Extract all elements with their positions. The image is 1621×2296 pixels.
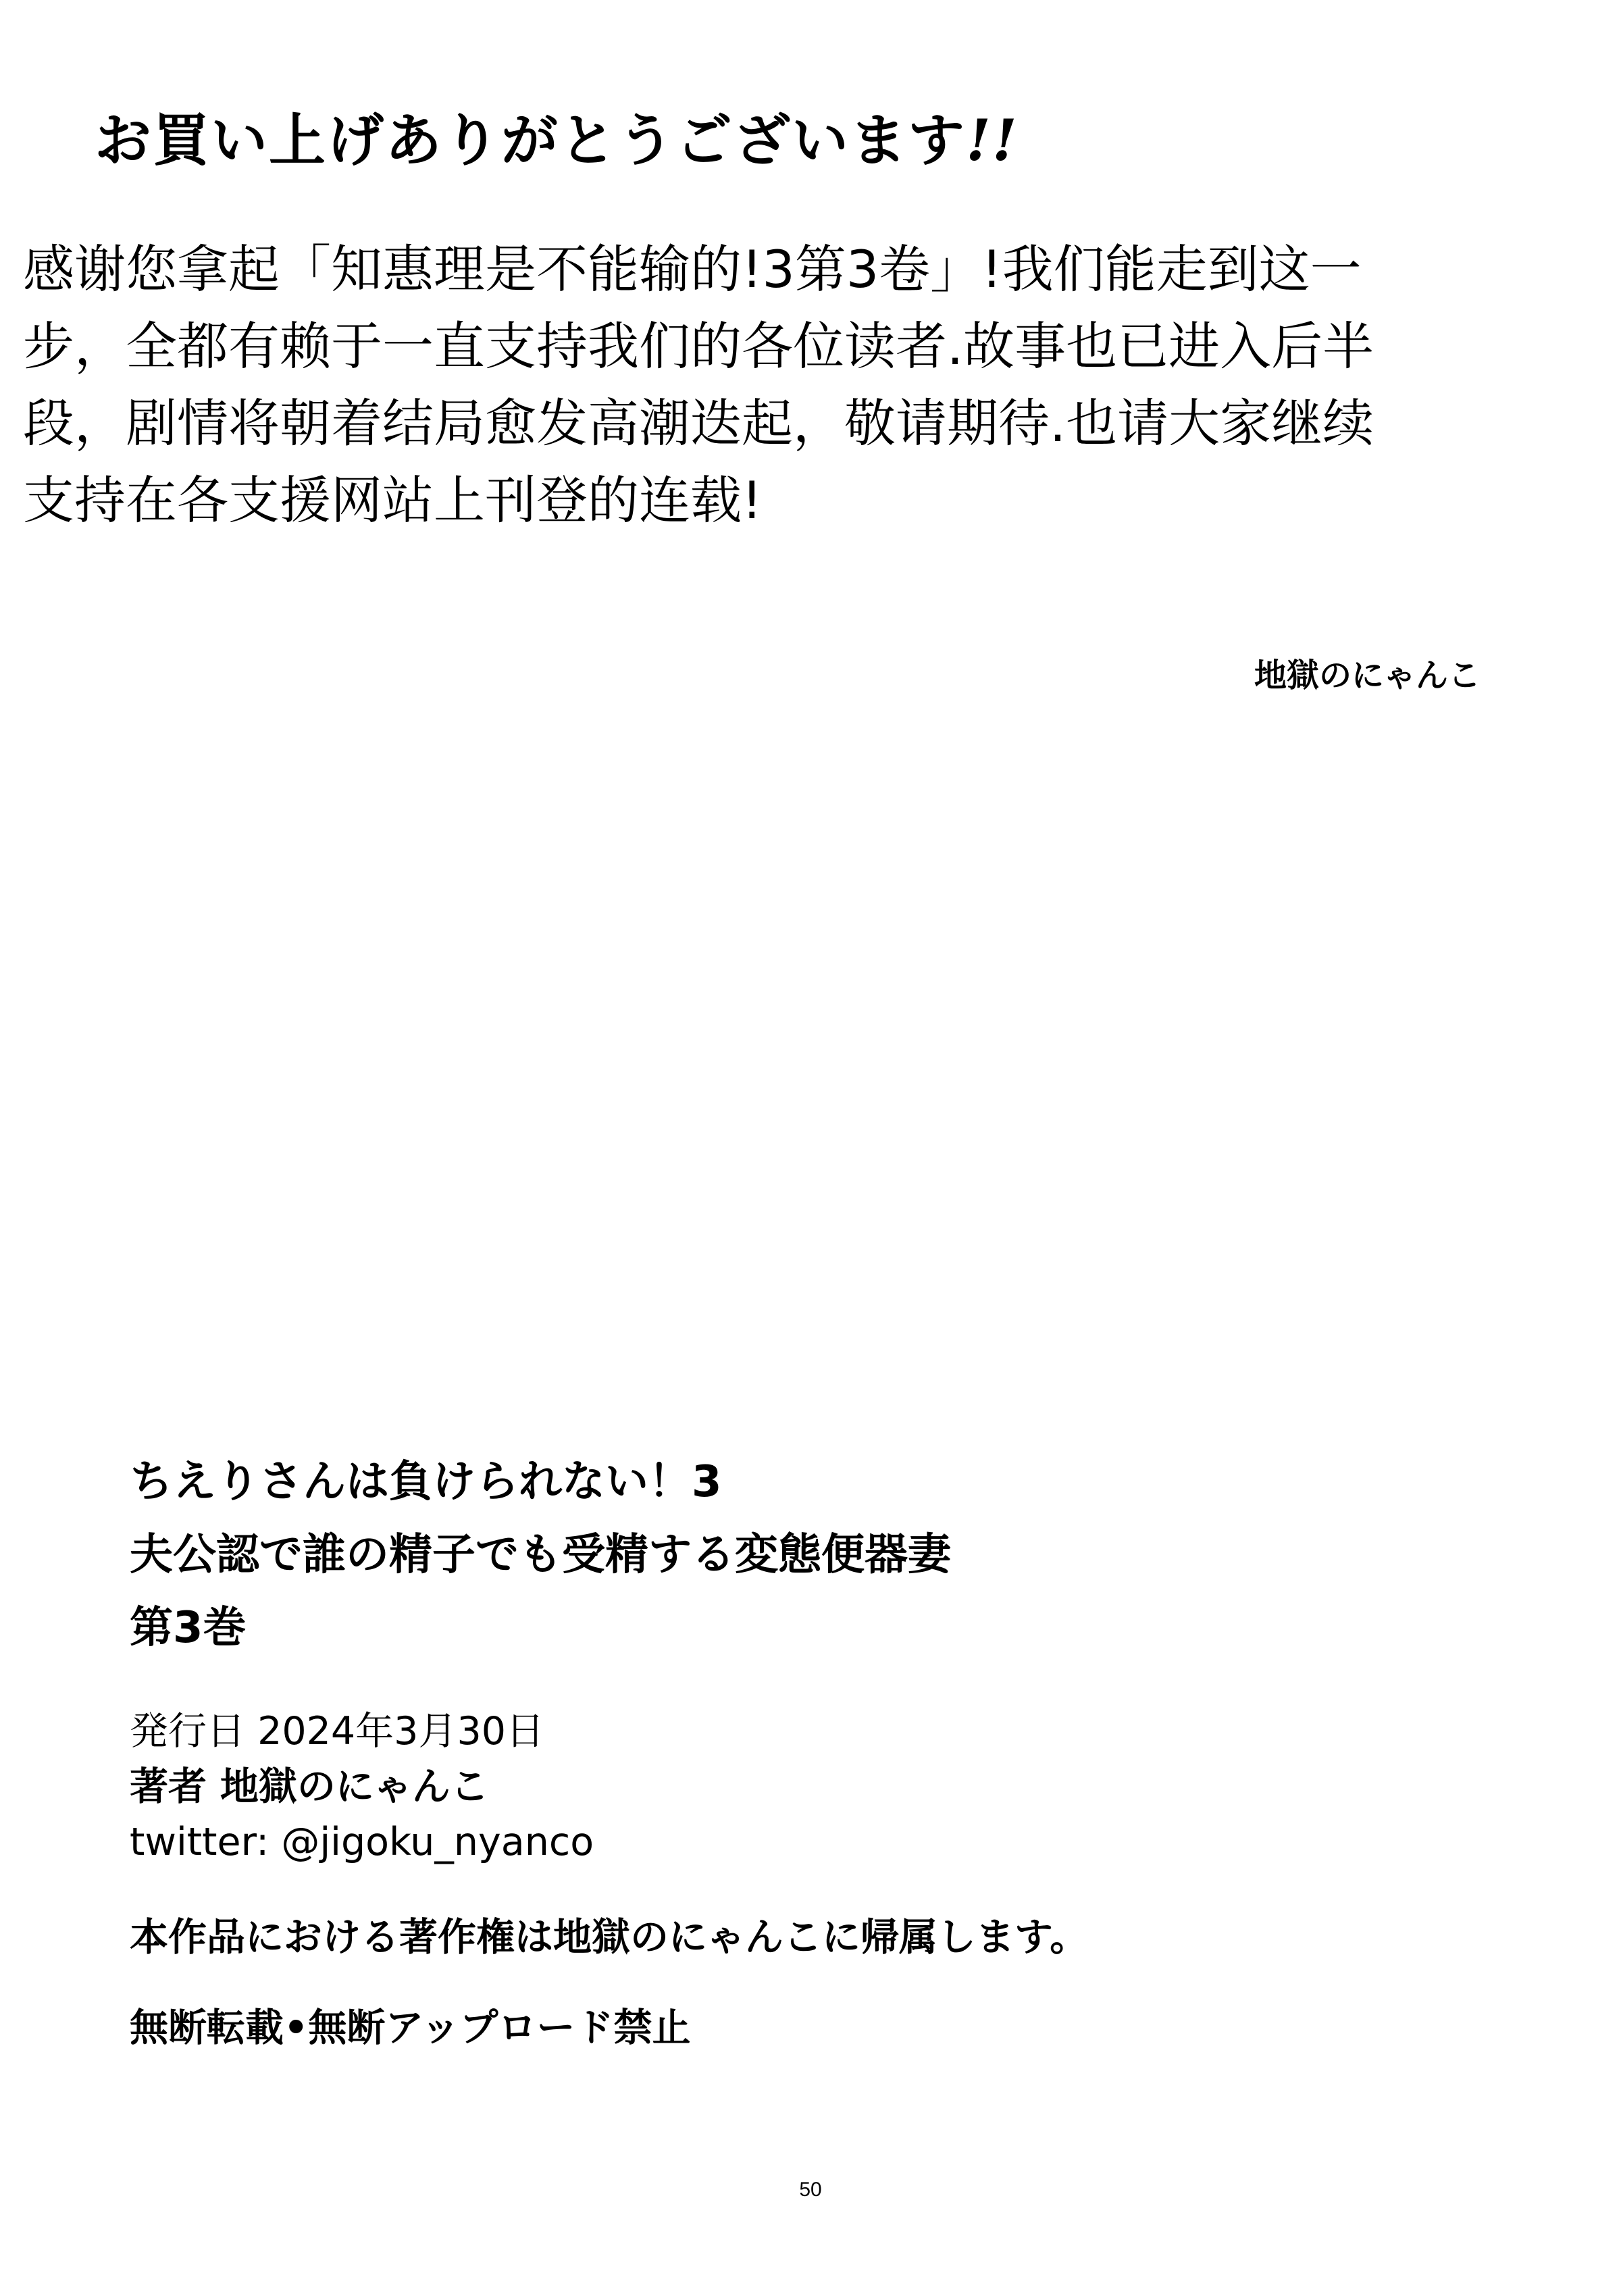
twitter-handle: twitter: @jigoku_nyanco [130, 1820, 594, 1864]
book-title [130, 1446, 1481, 1664]
book-title-line: ちえりさんは負けられない！3 [130, 1457, 722, 1507]
message-line: 支持在各支援网站上刊登的连载! [23, 470, 763, 530]
page-number: 50 [799, 2178, 822, 2201]
author-credit: 著者 地獄のにゃんこ [130, 1764, 489, 1809]
thank-you-heading-exclaim: !! [966, 107, 1019, 174]
reproduction-prohibition-notice: 無断転載•無断アップロード禁止 [130, 2006, 691, 2050]
message-line: 段，剧情将朝着结局愈发高潮迭起，敬请期待.也请大家继续 [23, 393, 1374, 453]
afterword-message [23, 231, 1509, 539]
copyright-notice: 本作品における著作権は地獄のにゃんこに帰属します。 [130, 1915, 1089, 1960]
message-line: 步，全都有赖于一直支持我们的各位读者.故事也已进入后半 [23, 316, 1374, 376]
release-date: 発行日 2024年3月30日 [130, 1709, 544, 1754]
thank-you-heading [95, 100, 1019, 181]
colophon [130, 1446, 1481, 2055]
message-line: 感谢您拿起「知惠理是不能输的!3第3卷」!我们能走到这一 [23, 239, 1362, 299]
thank-you-heading-text: お買い上げありがとうございます [95, 107, 967, 174]
author-signature: 地獄のにゃんこ [1254, 657, 1481, 694]
book-subtitle-line: 夫公認で誰の精子でも受精する変態便器妻 [130, 1530, 951, 1580]
publication-info [130, 1704, 1481, 1870]
book-volume-line: 第3巻 [130, 1603, 247, 1653]
